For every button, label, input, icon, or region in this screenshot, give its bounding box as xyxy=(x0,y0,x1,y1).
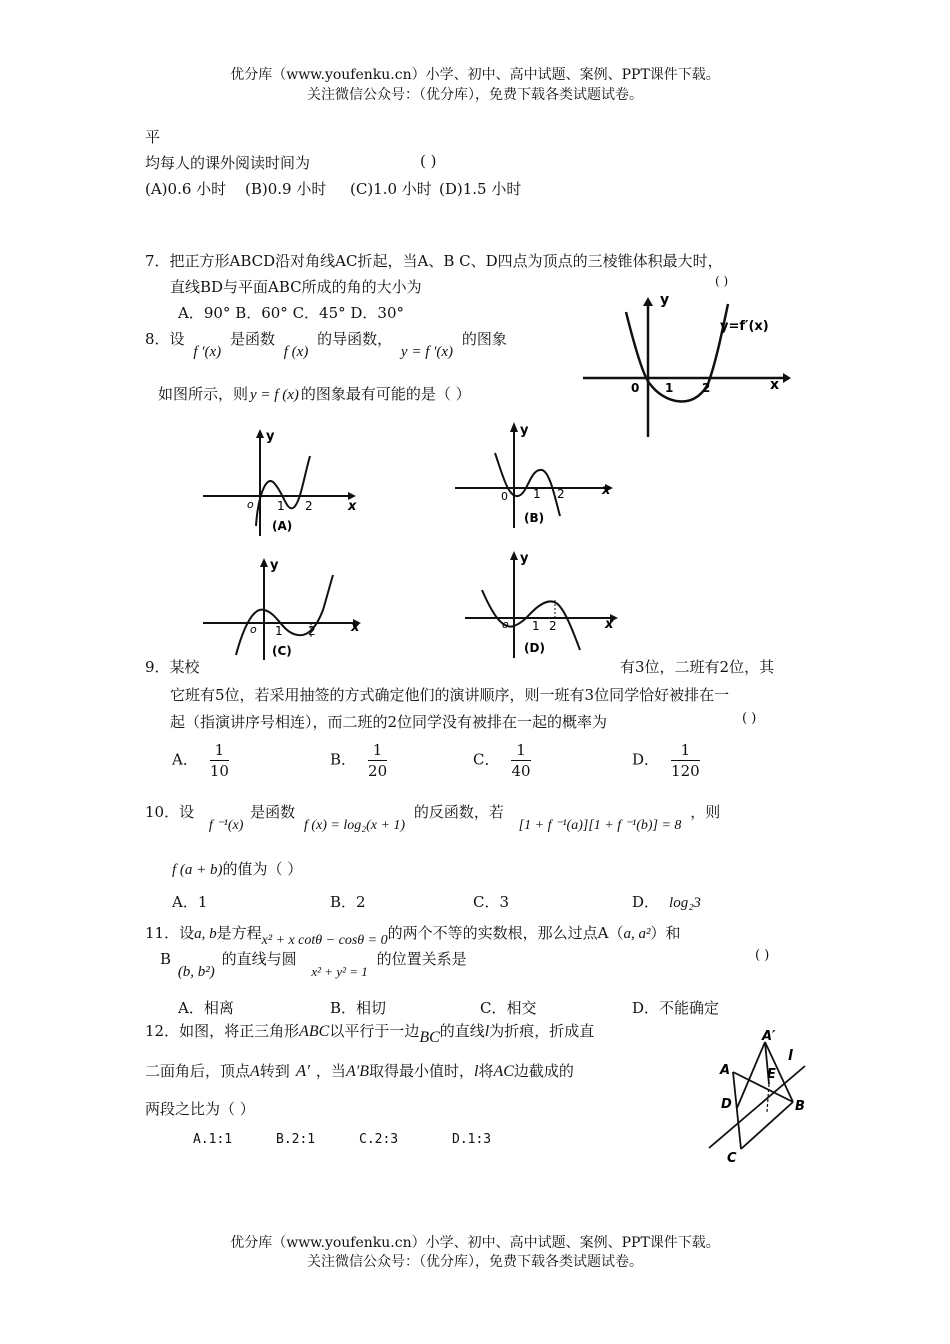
q10-option-c: C．3 xyxy=(473,893,510,911)
q10-option-a: A．1 xyxy=(172,893,208,911)
svg-text:D: D xyxy=(721,1097,732,1112)
y-axis-label: y xyxy=(660,292,670,308)
q11-option-d: D．不能确定 xyxy=(632,999,720,1017)
graph-b-label: (B) xyxy=(524,511,545,525)
q6-option-b: (B)0.9 小时 xyxy=(245,180,327,198)
q6-option-a: (A)0.6 小时 xyxy=(145,180,227,198)
graph-d-label: (D) xyxy=(524,641,545,655)
q11-line-1: 11．设a, b是方程x² + x cotθ − cosθ = 0的两个不等的实数根，那么过点A（a, a²）和 xyxy=(145,924,681,948)
svg-text:1: 1 xyxy=(532,619,540,633)
q9-paren: ( ) xyxy=(742,711,757,726)
q12-option-b: B.2:1 xyxy=(276,1132,316,1147)
q7-paren: ( ) xyxy=(715,274,729,288)
q9-option-b: B． $\frac{1}{20}$ xyxy=(330,741,388,780)
footer-line-1: 优分库（www.youfenku.cn）小学、初中、高中试题、案例、PPT课件下载。 xyxy=(230,1235,720,1251)
graph-a-label: (A) xyxy=(272,519,293,533)
x-axis-label: x xyxy=(770,377,780,393)
svg-text:l: l xyxy=(788,1048,793,1064)
q12-line-1: 12．如图，将正三角形ABC以平行于一边BC的直线l为折痕，折成直 xyxy=(145,1022,595,1046)
q8-graph-d xyxy=(460,548,630,663)
q6-cont-2: 均每人的课外阅读时间为 xyxy=(145,154,311,172)
svg-text:0: 0 xyxy=(501,490,508,503)
curve-label: y=f′(x) xyxy=(720,319,769,334)
q10-line-2: f (a + b)的值为（ ） xyxy=(172,860,303,878)
q6-option-d: (D)1.5 小时 xyxy=(439,180,522,198)
tick-2: 2 xyxy=(702,381,711,395)
origin-label: 0 xyxy=(631,381,640,395)
svg-text:y: y xyxy=(266,429,275,444)
q9-line-2: 它班有5位，若采用抽签的方式确定他们的演讲顺序，则一班有3位同学恰好被排在一 xyxy=(170,686,730,704)
svg-text:o: o xyxy=(502,618,509,631)
svg-text:y: y xyxy=(520,551,529,566)
svg-text:1: 1 xyxy=(533,487,541,501)
svg-text:1: 1 xyxy=(277,499,285,513)
svg-text:A: A xyxy=(720,1063,731,1078)
q7-line-1: 7．把正方形ABCD沿对角线AC折起，当A、B C、D四点为顶点的三棱锥体积最大时， xyxy=(145,252,723,270)
q12-line-2: 二面角后，顶点A转到 A′ ，当A′B取得最小值时，l将AC边截成的 xyxy=(145,1061,574,1080)
svg-text:2: 2 xyxy=(308,624,316,638)
svg-text:x: x xyxy=(602,483,611,498)
q6-option-c: (C)1.0 小时 xyxy=(350,180,432,198)
derivative-curve xyxy=(626,304,728,401)
q10-line-1: 10．设 f ⁻¹(x) 是函数 f (x) = log₂(x + 1) 的反函数，若 [1 + f ⁻¹(a)][1 + f ⁻¹(b)] = 8 ，则 xyxy=(145,803,721,833)
svg-text:x: x xyxy=(605,617,614,632)
q12-line-3: 两段之比为（ ） xyxy=(145,1100,255,1118)
q6-paren: ( ) xyxy=(420,152,437,170)
svg-text:x: x xyxy=(351,620,360,635)
svg-text:C: C xyxy=(727,1151,737,1166)
q12-fold-figure xyxy=(705,1022,825,1167)
svg-text:2: 2 xyxy=(305,499,313,513)
svg-text:y: y xyxy=(520,423,529,438)
svg-text:o: o xyxy=(250,623,257,636)
q12-option-c: C.2:3 xyxy=(359,1132,399,1147)
q9-option-c: C． $\frac{1}{40}$ xyxy=(473,741,531,780)
svg-text:B: B xyxy=(795,1099,805,1114)
svg-text:x: x xyxy=(348,499,357,514)
q8-graph-c xyxy=(198,555,368,665)
q8-graph-a xyxy=(198,426,368,541)
q12-option-a: A.1:1 xyxy=(193,1132,233,1147)
header-line-2: 关注微信公众号：（优分库），免费下载各类试题试卷。 xyxy=(307,87,643,103)
q9-option-a: A． $\frac{1}{10}$ xyxy=(172,741,229,780)
graph-c-label: (C) xyxy=(272,644,292,658)
q8-line-1: 8．设 f ′(x) 是函数 f (x) 的导函数， y = f ′(x) 的图象 xyxy=(145,330,507,360)
q9-option-d: D． $\frac{1}{120}$ xyxy=(632,741,700,780)
q7-line-2: 直线BD与平面ABC所成的角的大小为 xyxy=(170,278,422,296)
svg-text:y: y xyxy=(270,558,279,573)
svg-text:2: 2 xyxy=(557,487,565,501)
q11-line-2: B (b, b²) 的直线与圆 x² + y² = 1 的位置关系是 xyxy=(160,950,467,980)
svg-text:E: E xyxy=(767,1067,776,1082)
q11-paren: ( ) xyxy=(755,948,770,963)
svg-text:2: 2 xyxy=(549,619,557,633)
q10-option-b: B．2 xyxy=(330,893,366,911)
svg-text:o: o xyxy=(247,498,254,511)
q11-option-c: C．相交 xyxy=(480,999,537,1017)
q9-line-3: 起（指演讲序号相连），而二班的2位同学没有被排在一起的概率为 xyxy=(170,713,608,731)
q11-option-a: A．相离 xyxy=(178,999,234,1017)
footer-line-2: 关注微信公众号：（优分库），免费下载各类试题试卷。 xyxy=(307,1254,643,1270)
tick-1: 1 xyxy=(665,381,674,395)
q10-option-d: D． log₂3 xyxy=(632,893,701,911)
q12-option-d: D.1:3 xyxy=(452,1132,492,1147)
q6-cont-1: 平 xyxy=(145,128,161,146)
header-line-1: 优分库（www.youfenku.cn）小学、初中、高中试题、案例、PPT课件下载。 xyxy=(230,67,720,83)
q9-line-1a: 9．某校 xyxy=(145,658,200,676)
q8-line-2: 如图所示，则 y = f (x) 的图象最有可能的是（ ） xyxy=(158,385,471,403)
q7-options: A．90° B．60° C．45° D．30° xyxy=(178,304,405,322)
svg-text:1: 1 xyxy=(275,624,283,638)
q8-graph-b xyxy=(450,418,620,533)
q11-option-b: B．相切 xyxy=(330,999,387,1017)
svg-text:A′: A′ xyxy=(762,1029,776,1044)
q9-line-1b: 有3位，二班有2位，其 xyxy=(620,658,775,676)
